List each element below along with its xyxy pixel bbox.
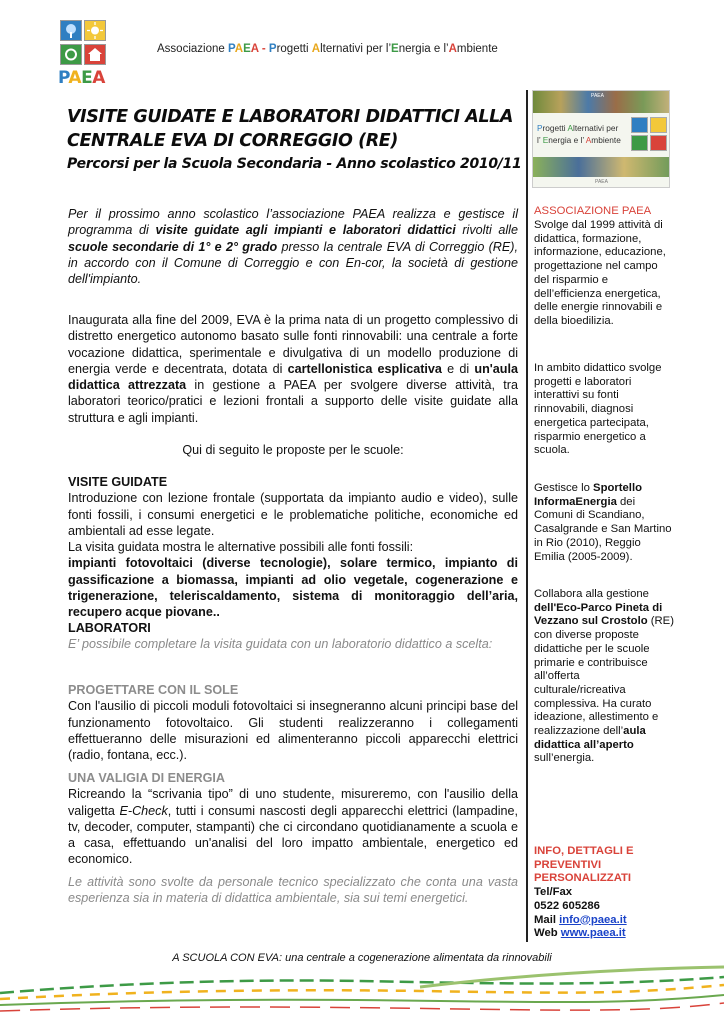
valigia-text: Ricreando la “scrivania tipo” di uno studente, misureremo, con l'ausilio della valigetta E-Check, tutti i consumi nascosti degli apparecchi elettrici (lampadine, tv, decoder, computer, stampanti) che ci circondano quotidianamente a scuola e a casa, effettuando un'analisi del loro impatto ambientale, energetico ed economico. [68, 787, 518, 867]
visite-guidate-heading: VISITE GUIDATE [68, 475, 168, 489]
header-fragment: rogetti [276, 43, 312, 55]
header-fragment: Associazione [157, 43, 228, 55]
footer-decorative-waves [0, 965, 724, 1020]
header-fragment: A [448, 43, 457, 55]
progettare-text: Con l'ausilio di piccoli moduli fotovoltaici si insegneranno alcuni principi base del funzionamento fotovoltaico. Gli studenti realizzeranno i collegamenti effettueranno delle misurazioni ed alimenteranno piccoli apparecchi elettrici (radio, fontana, ecc.). [68, 699, 518, 763]
header-fragment: P [227, 43, 235, 55]
progettare-heading: PROGETTARE CON IL SOLE [68, 683, 239, 697]
header-line [157, 43, 498, 55]
visite-guidate-text: Introduzione con lezione frontale (supportata da impianto audio e video), sulle fonti fossili, i consumi energetici e le problematiche politiche, economiche ed ambientali ad esse legate. [68, 491, 518, 538]
mail-row: Mail info@paea.it [534, 913, 627, 926]
sun-icon [84, 20, 106, 41]
sidebar-about: Svolge dal 1999 attività di didattica, formazione, informazione, educazione, progettazione nel campo del risparmio e dell’efficienza energetica, delle energie rinnovabili e della bioedilizia. [534, 219, 666, 327]
tel-number: 0522 605286 [534, 899, 600, 912]
eva-description-paragraph: Inaugurata alla fine del 2009, EVA è la prima nata di un progetto complessivo di distretto energetico autonomo basato sulle fonti rinnovabili: una centrale a forte vocazione didattica, sperimentale e divulgativa di un modello produzione di energia verde e decentrata, dotata di cartellonistica esplicativa e di un'aula didattica attrezzata in gestione a PAEA per svolgere diverse attività, tra laboratori teorico/pratici e lezioni frontali a supporto delle visite guidate alla struttura e agli impianti. [68, 313, 519, 425]
header-fragment: P [268, 43, 277, 55]
sidebar-heading: ASSOCIAZIONE PAEA [534, 205, 652, 217]
email-link[interactable]: info@paea.it [559, 913, 627, 926]
paea-logo [58, 20, 108, 86]
contact-heading: INFO, DETTAGLI E PREVENTIVI PERSONALIZZATI [534, 845, 634, 885]
recycle-icon [60, 44, 82, 65]
logo-wordmark: PAEA [58, 68, 105, 88]
header-fragment: A [311, 43, 321, 55]
header-fragment: - [258, 43, 269, 55]
visite-guidate-list: impianti fotovoltaici (diverse tecnologie), solare termico, impianto di gassificazione a biomassa, impianti ad olio vegetale, cogenerazione e trigenerazione, teleriscaldamento, sistema di monitoraggio dell’aria, recupero acque piovane.. [68, 556, 518, 620]
intro-paragraph: Per il prossimo anno scolastico l’associazione PAEA realizza e gestisce il programma di visite guidate agli impianti e laboratori didattici rivolti alle scuole secondarie di 1° e 2° grado presso la centrale EVA di Correggio (RE), in accordo con il Comune di Correggio e con En-cor, la società di gestione dell'impianto. [68, 207, 518, 287]
page-subtitle: Percorsi per la Scuola Secondaria - Anno scolastico 2010/11 [67, 156, 522, 172]
sidebar-ecoparco: Collabora alla gestione dell'Eco-Parco Pineta di Vezzano sul Crostolo (RE) con diverse proposte didattiche per le scuole primarie e contribuisce all’offerta culturale/ricreativa complessiva. Ha curato ideazione, allestimento e realizzazione dell’aula didattica all’aperto sull’energia. [534, 588, 674, 765]
progettare-section [68, 682, 518, 763]
brochure-text: Progetti Alternativi per l’ Energia e l’ Ambiente [537, 123, 621, 145]
house-icon [84, 44, 106, 65]
header-fragment: A [234, 43, 244, 55]
proposals-intro: Qui di seguito le proposte per le scuole: [182, 443, 404, 457]
header-fragment: E [243, 43, 251, 55]
footer-caption: A SCUOLA CON EVA: una centrale a cogenerazione alimentata da rinnovabili [172, 952, 552, 964]
closing-note: Le attività sono svolte da personale tecnico specializzato che conta una vasta esperienza sia in materia di didattica ambientale, sia sui temi energetici. [68, 875, 518, 906]
brochure-logo-tiles [631, 117, 669, 153]
website-link[interactable]: www.paea.it [560, 927, 626, 940]
visite-guidate-text-2: La visita guidata mostra le alternative possibili alle fonti fossili: [68, 540, 414, 555]
header-fragment: lternativi per l’ [320, 43, 392, 55]
paea-brochure-image [532, 90, 670, 188]
header-fragment: E [391, 43, 399, 55]
photo-strip-bottom [533, 157, 670, 177]
tree-icon [60, 20, 82, 41]
sidebar-sportello: Gestisce lo Sportello InformaEnergia dei Comuni di Scandiano, Casalgrande e San Martino in Rio (2010), Reggio Emilia (2005-2009). [534, 482, 672, 563]
valigia-heading: UNA VALIGIA DI ENERGIA [68, 771, 225, 785]
brochure-footer-text: PAEA [595, 179, 608, 185]
brochure-header-text: PAEA [591, 93, 604, 99]
sidebar-didattica: In ambito didattico svolge progetti e laboratori interattivi su fonti rinnovabili, diagnosi energetica partecipata, risparmio energetico a scuola. [534, 362, 662, 457]
header-fragment: mbiente [456, 43, 498, 55]
header-fragment: A [250, 43, 259, 55]
column-divider [526, 90, 528, 942]
logo-tiles [58, 20, 106, 66]
laboratori-heading: LABORATORI [68, 621, 151, 635]
visite-guidate-section [68, 474, 518, 621]
web-row: Web www.paea.it [534, 927, 626, 940]
laboratori-section [68, 620, 518, 653]
tel-label: Tel/Fax [534, 886, 573, 899]
header-fragment: nergia e l’ [398, 43, 449, 55]
valigia-section [68, 770, 518, 868]
sidebar-contact [534, 845, 674, 941]
page-title-line-1: VISITE GUIDATE E LABORATORI DIDATTICI ALLA [67, 107, 514, 127]
page-title-line-2: CENTRALE EVA DI CORREGGIO (RE) [67, 131, 398, 151]
laboratori-text: E’ possibile completare la visita guidata con un laboratorio didattico a scelta: [68, 637, 493, 652]
